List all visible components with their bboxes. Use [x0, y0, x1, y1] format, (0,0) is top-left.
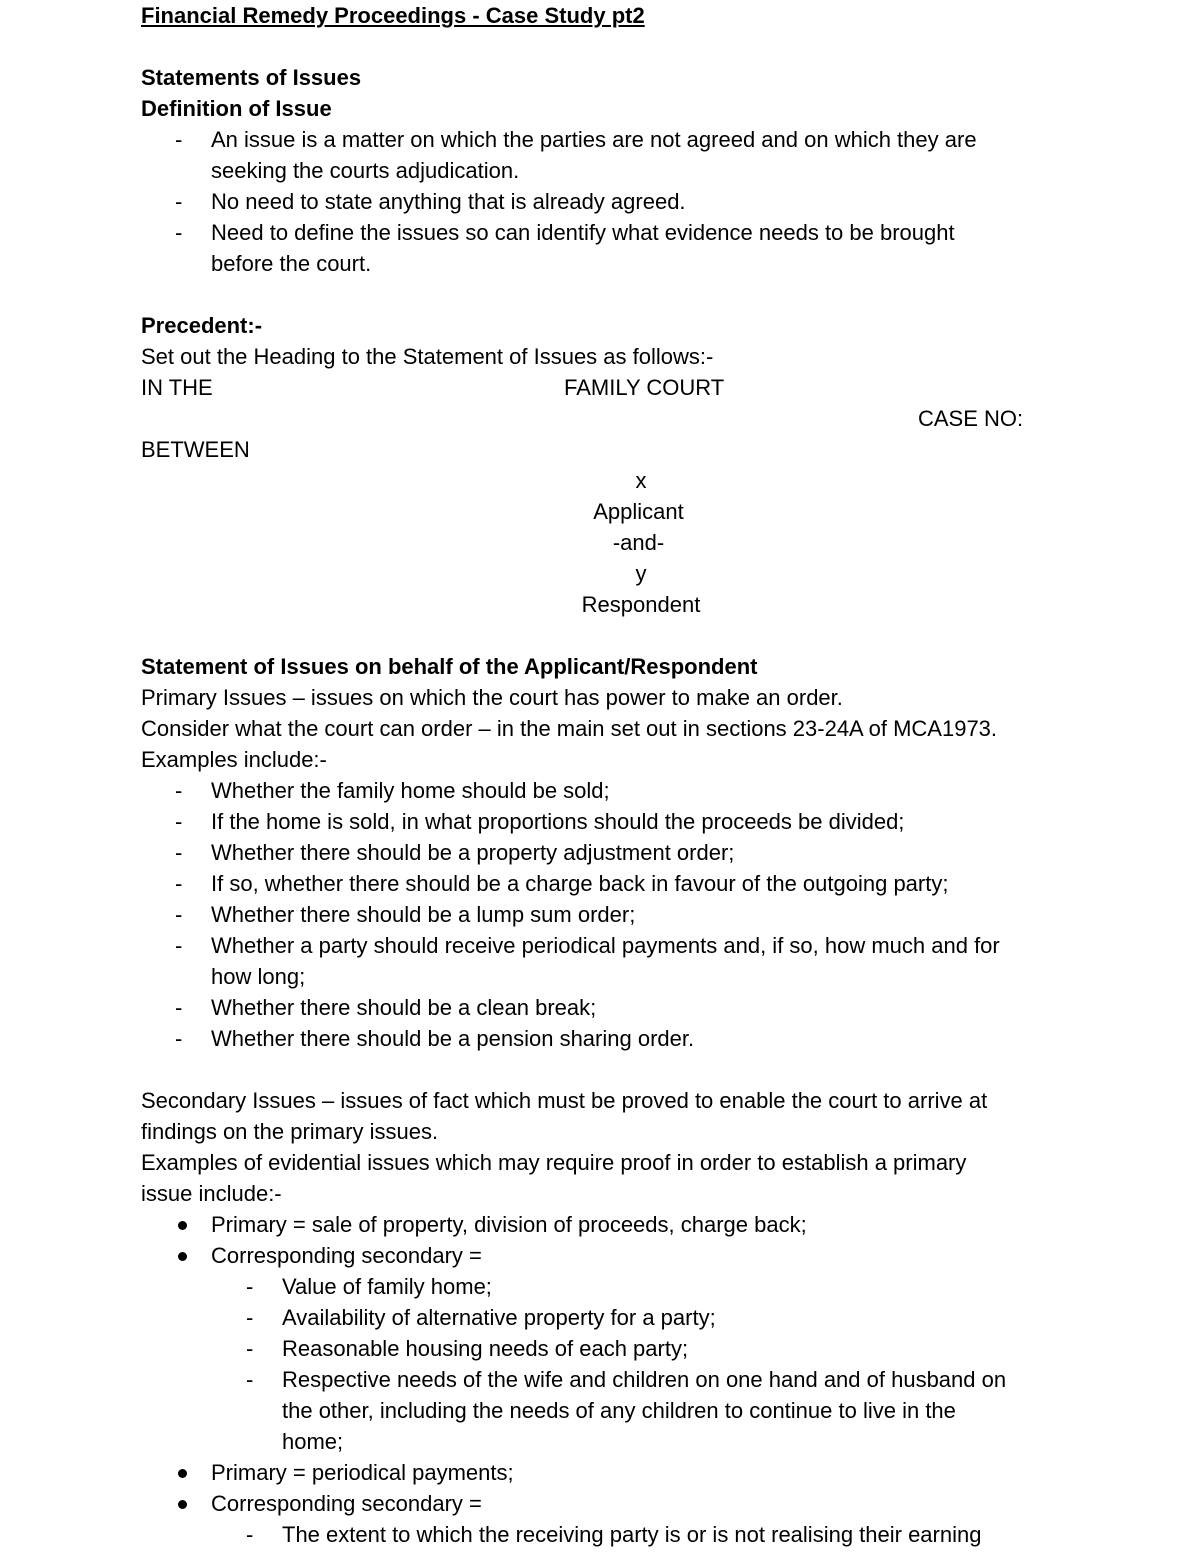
- consider-line: Consider what the court can order – in the main set out in sections 23-24A of MCA1973.: [141, 716, 998, 741]
- case-no-line: [141, 403, 1071, 434]
- list-item: - If the home is sold, in what proportions should the proceeds be divided;: [141, 806, 1071, 837]
- court-heading-line: [141, 372, 1071, 403]
- dash-bullet: -: [246, 1336, 254, 1361]
- dash-bullet: -: [246, 1305, 254, 1330]
- dash-bullet: -: [175, 189, 183, 214]
- list-item: Corresponding secondary =: [141, 1488, 1071, 1519]
- dash-bullet: -: [175, 809, 183, 834]
- dash-bullet: -: [246, 1367, 254, 1392]
- document-title: Financial Remedy Proceedings - Case Study pt2: [141, 3, 645, 28]
- dash-bullet: -: [246, 1522, 254, 1547]
- between-label: BETWEEN: [141, 437, 250, 462]
- list-item: - Reasonable housing needs of each party;: [141, 1333, 1071, 1364]
- list-item: - The extent to which the receiving party is or is not realising their earning: [141, 1519, 1071, 1550]
- list-item: - Value of family home;: [141, 1271, 1071, 1302]
- dash-bullet: -: [175, 127, 183, 152]
- applicant-label: Applicant: [593, 499, 684, 524]
- family-court-label: FAMILY COURT: [564, 375, 725, 400]
- list-item: - Whether a party should receive periodical payments and, if so, how much and for how long;: [141, 930, 1071, 992]
- list-item: Corresponding secondary =: [141, 1240, 1071, 1271]
- dash-bullet: -: [246, 1274, 254, 1299]
- list-item: - Whether there should be a lump sum order;: [141, 899, 1071, 930]
- list-item: - Availability of alternative property for a party;: [141, 1302, 1071, 1333]
- bullet-dot-icon: [178, 1469, 187, 1478]
- bullet-dot-icon: [178, 1252, 187, 1261]
- case-no-label: CASE NO:: [918, 406, 1024, 431]
- list-item: - Respective needs of the wife and children on one hand and of husband on the other, including the needs of any children to continue to live in the home;: [141, 1364, 1071, 1457]
- primary-issues-line: Primary Issues – issues on which the court has power to make an order.: [141, 685, 843, 710]
- dash-bullet: -: [175, 871, 183, 896]
- party-x: x: [635, 468, 647, 493]
- document-page: [141, 0, 1071, 1550]
- dash-bullet: -: [175, 778, 183, 803]
- list-item: Primary = periodical payments;: [141, 1457, 1071, 1488]
- bullet-dot-icon: [178, 1221, 187, 1230]
- bullet-dot-icon: [178, 1500, 187, 1509]
- list-item: - Whether the family home should be sold;: [141, 775, 1071, 806]
- and-label: -and-: [612, 530, 665, 555]
- dash-bullet: -: [175, 220, 183, 245]
- list-item: - No need to state anything that is already agreed.: [141, 186, 1071, 217]
- dash-bullet: -: [175, 902, 183, 927]
- examples-evidential-line: Examples of evidential issues which may require proof in order to establish a primary: [141, 1150, 967, 1175]
- secondary-para-line: Secondary Issues – issues of fact which must be proved to enable the court to arrive at: [141, 1088, 988, 1113]
- list-item: Primary = sale of property, division of proceeds, charge back;: [141, 1209, 1071, 1240]
- list-item: - Whether there should be a clean break;: [141, 992, 1071, 1023]
- examples-line: Examples include:-: [141, 747, 327, 772]
- list-item: - If so, whether there should be a charge back in favour of the outgoing party;: [141, 868, 1071, 899]
- subheading-definition-of-issue: Definition of Issue: [141, 96, 332, 121]
- statement-heading: Statement of Issues on behalf of the Applicant/Respondent: [141, 654, 758, 679]
- precedent-heading: Precedent:-: [141, 313, 263, 338]
- list-item: - Whether there should be a pension sharing order.: [141, 1023, 1071, 1054]
- precedent-intro: Set out the Heading to the Statement of Issues as follows:-: [141, 344, 714, 369]
- dash-bullet: -: [175, 840, 183, 865]
- dash-bullet: -: [175, 1026, 183, 1051]
- dash-bullet: -: [175, 995, 183, 1020]
- list-item: - Need to define the issues so can identify what evidence needs to be brought before the court.: [141, 217, 1071, 279]
- examples-evidential-line: issue include:-: [141, 1181, 282, 1206]
- section-heading-statements-of-issues: Statements of Issues: [141, 65, 362, 90]
- secondary-para-line: findings on the primary issues.: [141, 1119, 439, 1144]
- dash-bullet: -: [175, 933, 183, 958]
- party-y: y: [635, 561, 647, 586]
- list-item: - Whether there should be a property adjustment order;: [141, 837, 1071, 868]
- in-the-label: IN THE: [141, 375, 213, 400]
- respondent-label: Respondent: [581, 592, 701, 617]
- list-item: - An issue is a matter on which the parties are not agreed and on which they are seeking the courts adjudication.: [141, 124, 1071, 186]
